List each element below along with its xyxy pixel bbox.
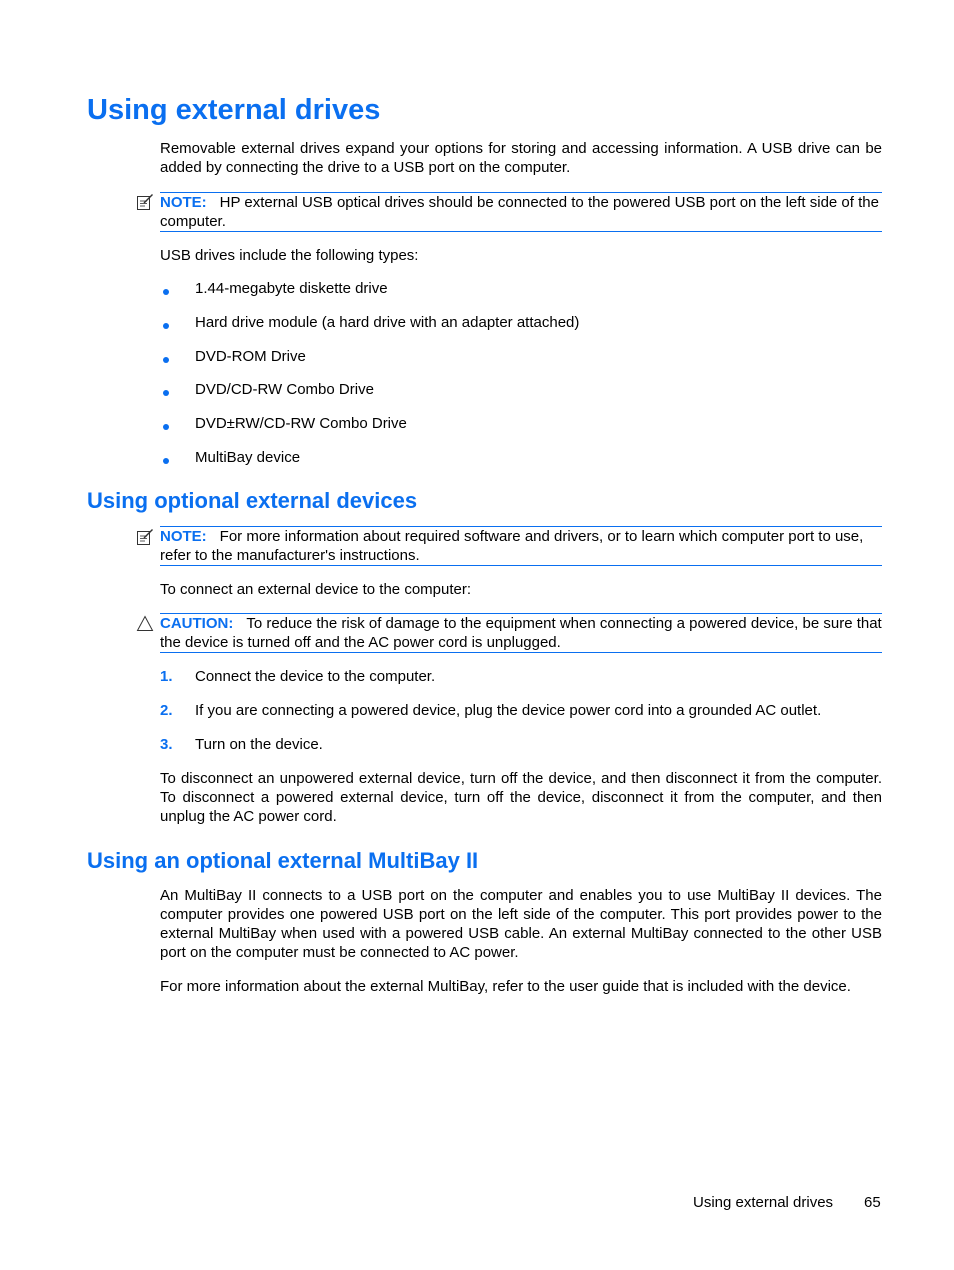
note-text: HP external USB optical drives should be connected to the powered USB port on the left side of the computer. [160, 194, 879, 230]
caution-callout [160, 613, 882, 653]
note-label: NOTE: [160, 528, 207, 545]
step-number: 2. [160, 702, 173, 719]
section-heading-multibay: Using an optional external MultiBay II [87, 848, 479, 873]
bullet-icon [163, 390, 169, 396]
caution-text: To reduce the risk of damage to the equipment when connecting a powered device, be sure that the device is turned off and the AC power cord is unplugged. [160, 615, 882, 651]
step-text: If you are connecting a powered device, plug the device power cord into a grounded AC outlet. [195, 702, 822, 719]
bullet-icon [163, 357, 169, 363]
intro-paragraph: Removable external drives expand your options for storing and accessing information. A USB drive can be added by connecting the drive to a USB port on the computer. [160, 140, 882, 176]
note-callout [160, 526, 882, 566]
caution-icon [136, 615, 154, 633]
note-callout [160, 192, 882, 232]
note-label: NOTE: [160, 194, 207, 211]
connect-intro: To connect an external device to the computer: [160, 581, 472, 598]
caution-label: CAUTION: [160, 615, 234, 632]
list-item: Hard drive module (a hard drive with an adapter attached) [195, 314, 580, 331]
step-number: 3. [160, 736, 173, 753]
types-intro: USB drives include the following types: [160, 247, 419, 264]
bullet-icon [163, 424, 169, 430]
disconnect-paragraph: To disconnect an unpowered external device, turn off the device, and then disconnect it from the computer. To disconnect a powered external device, turn off the device, disconnect it from the computer, and then unplug the AC power cord. [160, 770, 882, 825]
multibay-paragraph: An MultiBay II connects to a USB port on the computer and enables you to use MultiBay II devices. The computer provides one powered USB port on the left side of the computer. This port provides power to the external MultiBay when used with a powered USB cable. An external MultiBay connected to the other USB port on the computer must be connected to AC power. [160, 887, 882, 961]
bullet-icon [163, 289, 169, 295]
multibay-info-paragraph: For more information about the external MultiBay, refer to the user guide that is included with the device. [160, 978, 851, 995]
list-item: 1.44-megabyte diskette drive [195, 280, 388, 297]
step-text: Turn on the device. [195, 736, 323, 753]
bullet-icon [163, 458, 169, 464]
list-item: DVD/CD-RW Combo Drive [195, 381, 374, 398]
list-item: DVD±RW/CD-RW Combo Drive [195, 415, 407, 432]
footer-section-title: Using external drives [693, 1194, 834, 1211]
note-icon [136, 528, 154, 546]
note-text: For more information about required software and drivers, or to learn which computer port to use, refer to the manufacturer's instructions. [160, 528, 864, 564]
page-number: 65 [864, 1194, 881, 1211]
bullet-icon [163, 323, 169, 329]
step-number: 1. [160, 668, 173, 685]
list-item: MultiBay device [195, 449, 301, 466]
step-text: Connect the device to the computer. [195, 668, 436, 685]
section-heading-optional-devices: Using optional external devices [87, 488, 418, 513]
list-item: DVD-ROM Drive [195, 348, 306, 365]
page-title: Using external drives [87, 94, 381, 126]
note-icon [136, 193, 154, 211]
